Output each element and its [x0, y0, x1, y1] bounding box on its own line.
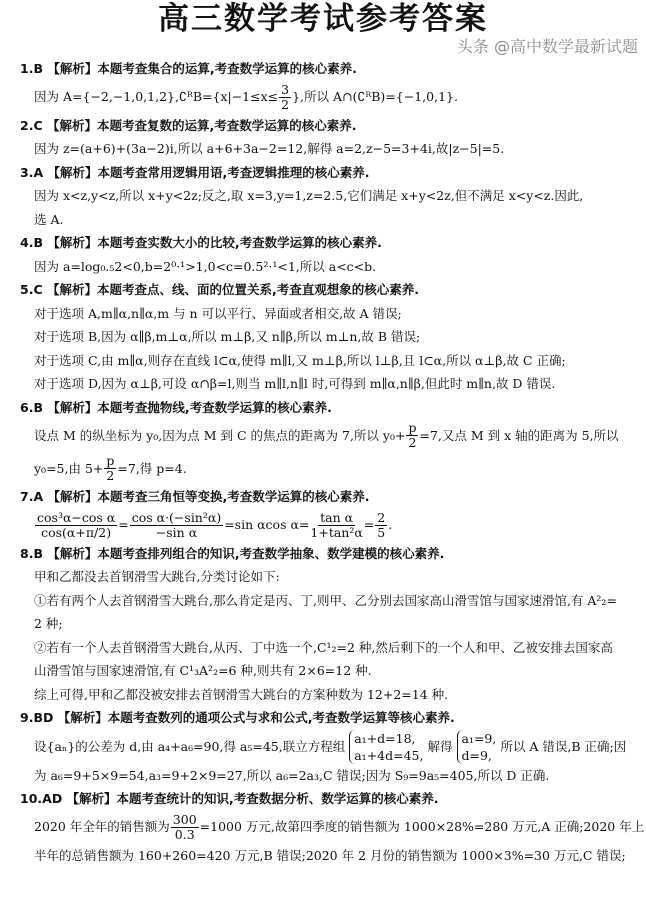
answer-item [0, 278, 646, 396]
watermark: 头条 @高中数学最新试题 [456, 37, 638, 56]
solution-line [0, 184, 646, 208]
text-segment: =sin αcos α= [224, 517, 310, 533]
answer-header: 8.B 【解析】本题考查排列组合的知识,考查数学抽象、数学建模的核心素养. [20, 545, 445, 561]
answer-header: 10.AD 【解析】本题考查统计的知识,考查数据分析、数学运算的核心素养. [20, 791, 439, 806]
solution-line [0, 636, 646, 660]
fraction [35, 511, 117, 540]
solution-line [0, 683, 646, 707]
text-segment: 因为 z=(a+6)+(3a−2)i,所以 a+6+3a−2=12,解得 a=2,z−5=3+4i,故|z−5|=5. [34, 141, 505, 156]
denominator: 1+tan²α [310, 524, 363, 540]
solution-line [0, 325, 646, 349]
answer-header: 6.B 【解析】本题考查抛物线,考查数学运算的核心素养. [20, 399, 332, 415]
solution-line [0, 452, 646, 485]
numerator: cos α·(−sin²α) [131, 509, 222, 525]
answer-item [0, 542, 646, 707]
solution-line [0, 137, 646, 161]
answer-item [0, 114, 646, 161]
answer-header: 7.A 【解析】本题考查三角恒等变换,考查数学运算的核心素养. [20, 489, 370, 504]
answer-item [0, 706, 646, 787]
solution-line [0, 302, 646, 326]
answer-list [0, 57, 646, 867]
text-segment: 山滑雪馆与国家速滑馆,有 C¹₃A²₂=6 种,则共有 2×6=12 种. [34, 663, 372, 678]
text-segment: 设{aₙ}的公差为 d,由 a₄+a₆=90,得 a₅=45,联立方程组 [34, 738, 346, 754]
text-segment: =1000 万元,故第四季度的销售额为 1000×28%=280 万元,A 正确;2020 年上 [199, 819, 645, 835]
solution-line [0, 255, 646, 279]
fraction [406, 421, 418, 450]
answer-header: 2.C 【解析】本题考查复数的运算,考查数学运算的核心素养. [20, 117, 357, 133]
solution-line [0, 372, 646, 396]
solution-line [0, 565, 646, 589]
equation-system [349, 730, 423, 764]
answer-header: 4.B 【解析】本题考查实数大小的比较,考查数学运算的核心素养. [20, 235, 382, 250]
text-segment: 甲和乙都没去首钢滑雪大跳台,分类讨论如下: [34, 569, 280, 584]
numerator: cos³α−cos α [37, 509, 116, 525]
text-segment: 对于选项 D,因为 α⊥β,可设 α∩β=l,则当 m∥l,n∥l 时,可得到 m∥α,n∥β,但此时 m∥n,故 D 错误. [34, 376, 556, 391]
fraction [375, 511, 387, 540]
text-segment: 设点 M 的纵坐标为 y₀,因为点 M 到 C 的焦点的距离为 7,所以 y₀+ [34, 427, 406, 443]
equation: d=9, [461, 747, 492, 763]
answer-item [0, 57, 646, 114]
answer-item [0, 485, 646, 542]
answer-item [0, 787, 646, 867]
text-segment: 对于选项 B,因为 α∥β,m⊥α,所以 m⊥β,又 n∥β,所以 m⊥n,故 B 错误; [34, 329, 421, 344]
text-segment: = [118, 517, 129, 533]
solution-line [0, 419, 646, 452]
text-segment: 2 种; [34, 616, 63, 631]
denominator: 2 [106, 468, 115, 483]
answer-item [0, 161, 646, 232]
solution-line [0, 844, 646, 868]
equation-system [457, 730, 497, 764]
text-segment: = [363, 517, 375, 533]
fraction [171, 813, 199, 842]
solution-line [0, 208, 646, 232]
solution-line [0, 659, 646, 683]
text-segment: 综上可得,甲和乙都没被安排去首钢滑雪大跳台的方案种数为 12+2=14 种. [34, 686, 449, 702]
text-segment: ①若有两个人去首钢滑雪大跳台,那么肯定是丙、丁,则甲、乙分别去国家高山滑雪馆与国家速滑馆,有 A²₂= [34, 592, 617, 608]
denominator: 0.3 [174, 826, 195, 842]
text-segment: 2020 年全年的销售额为 [34, 819, 170, 835]
text-segment: =7,又点 M 到 x 轴的距离为 5,所以 [419, 427, 619, 443]
answer-item [0, 396, 646, 486]
text-segment: 对于选项 A,m∥α,n∥α,m 与 n 可以平行、异面或者相交,故 A 错误; [34, 305, 402, 321]
text-segment: 为 a₆=9+5×9=54,a₃=9+2×9=27,所以 a₆=2a₃,C 错误;因为 S₉=9a₅=405,所以 D 正确. [34, 767, 550, 783]
equation: a₁+4d=45, [354, 747, 424, 763]
answer-item [0, 231, 646, 278]
text-segment: 对于选项 C,由 m∥α,则存在直线 l⊂α,使得 m∥l,又 m⊥β,所以 l⊥β,且 l⊂α,所以 α⊥β,故 C 正确; [34, 352, 566, 368]
text-segment: 因为 A={−2,−1,0,1,2},∁ᴿB={x|−1≤x≤ [34, 89, 279, 105]
fraction [310, 511, 362, 540]
text-segment: 解得 [427, 738, 453, 754]
text-segment: 因为 x<z,y<z,所以 x+y<2z;反之,取 x=3,y=1,z=2.5,它们满足 x+y<2z,但不满足 x<y<z.因此, [34, 188, 584, 203]
text-segment: 所以 A 错误,B 正确;因 [500, 738, 627, 754]
fraction [279, 83, 291, 112]
solution-line [0, 509, 646, 542]
solution-line [0, 589, 646, 613]
solution-line [0, 764, 646, 788]
denominator: −sin α [155, 524, 198, 540]
fraction [104, 454, 116, 483]
numerator: 300 [172, 811, 197, 827]
text-segment: ②若有一个人去首钢滑雪大跳台,从丙、丁中选一个,C¹₂=2 种,然后剩下的一个人和甲、乙被安排去国家高 [34, 639, 613, 655]
answer-header: 1.B 【解析】本题考查集合的运算,考查数学运算的核心素养. [20, 61, 357, 76]
denominator: cos(α+π/2) [41, 524, 112, 540]
page-title: 高三数学考试参考答案 [158, 1, 488, 37]
solution-line [0, 811, 646, 844]
text-segment: },所以 A∩(∁ᴿB)={−1,0,1}. [292, 89, 458, 105]
text-segment: y₀=5,由 5+ [34, 460, 104, 476]
numerator: 3 [281, 81, 290, 97]
text-segment: 因为 a=log₀.₅2<0,b=2⁰·¹>1,0<c=0.5²·¹<1,所以 a<c<b. [34, 258, 377, 274]
numerator: p [408, 420, 417, 435]
numerator: p [106, 453, 115, 468]
numerator: tan α [320, 509, 354, 525]
fraction [130, 511, 223, 540]
numerator: 2 [377, 509, 386, 525]
answer-header: 9.BD 【解析】本题考查数列的通项公式与求和公式,考查数学运算等核心素养. [20, 710, 455, 725]
solution-line [0, 730, 646, 764]
text-segment: 选 A. [34, 211, 64, 227]
denominator: 2 [408, 435, 417, 450]
equation: a₁=9, [461, 730, 497, 746]
text-segment: 半年的总销售额为 160+260=420 万元,B 错误;2020 年 2 月份的销售额为 1000×3%=30 万元,C 错误; [34, 847, 626, 863]
solution-line [0, 612, 646, 636]
text-segment: =7,得 p=4. [117, 460, 187, 476]
text-segment: . [388, 517, 393, 533]
solution-line [0, 81, 646, 114]
denominator: 5 [377, 524, 386, 540]
denominator: 2 [281, 96, 290, 112]
answer-header: 5.C 【解析】本题考查点、线、面的位置关系,考查直观想象的核心素养. [20, 282, 419, 297]
answer-header: 3.A 【解析】本题考查常用逻辑用语,考查逻辑推理的核心素养. [20, 164, 370, 180]
solution-line [0, 349, 646, 373]
equation: a₁+d=18, [354, 730, 416, 746]
